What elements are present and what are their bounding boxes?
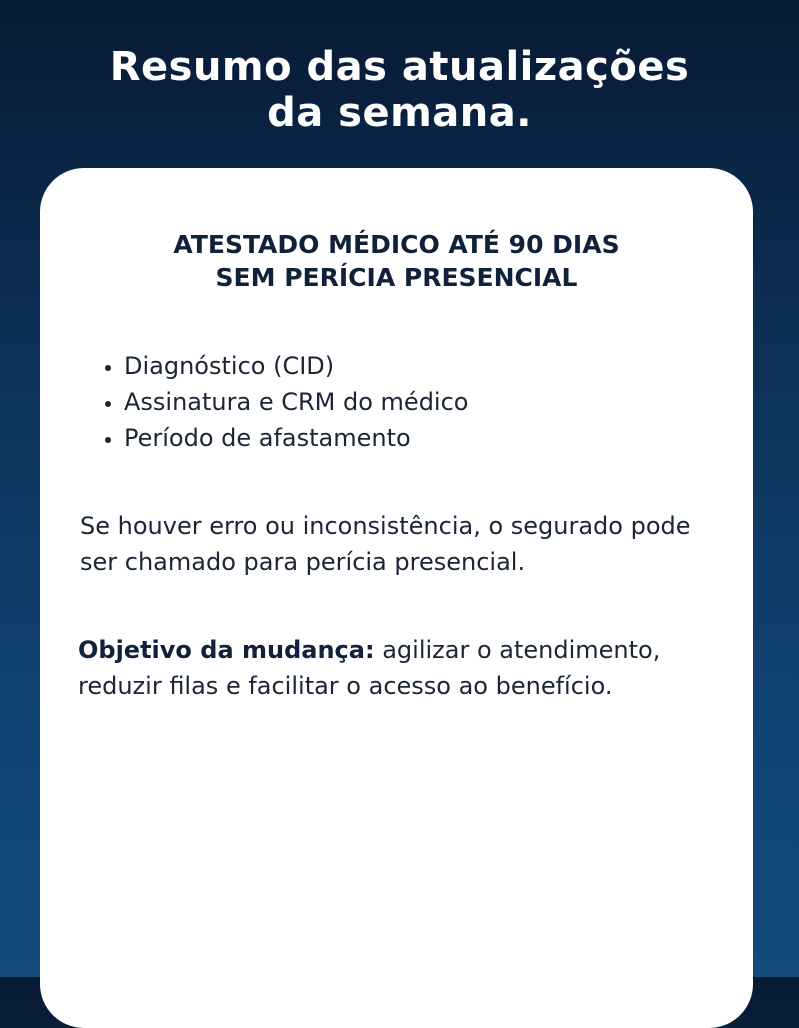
list-item: • Período de afastamento <box>124 420 468 456</box>
page-title-line-2: da semana. <box>267 90 532 136</box>
inconsistency-note: Se houver erro ou inconsistência, o segurado pode ser chamado para perícia presencial. <box>80 512 691 576</box>
content-card <box>40 168 753 1028</box>
list-item: • Assinatura e CRM do médico <box>124 384 468 420</box>
card-title-line-1: ATESTADO MÉDICO ATÉ 90 DIAS <box>173 230 620 259</box>
requirements-list <box>96 348 468 456</box>
list-item: • Diagnóstico (CID) <box>124 348 468 384</box>
card-title-line-2: SEM PERÍCIA PRESENCIAL <box>215 263 578 292</box>
objective-paragraph <box>78 632 718 704</box>
card-title <box>40 228 753 294</box>
page-title-line-1: Resumo das atualizações <box>109 44 690 90</box>
page-title <box>0 44 799 136</box>
objective-label: Objetivo da mudança: <box>78 636 375 664</box>
objective-text: agilizar o atendimento, reduzir filas e facilitar o acesso ao benefício. <box>78 636 661 700</box>
